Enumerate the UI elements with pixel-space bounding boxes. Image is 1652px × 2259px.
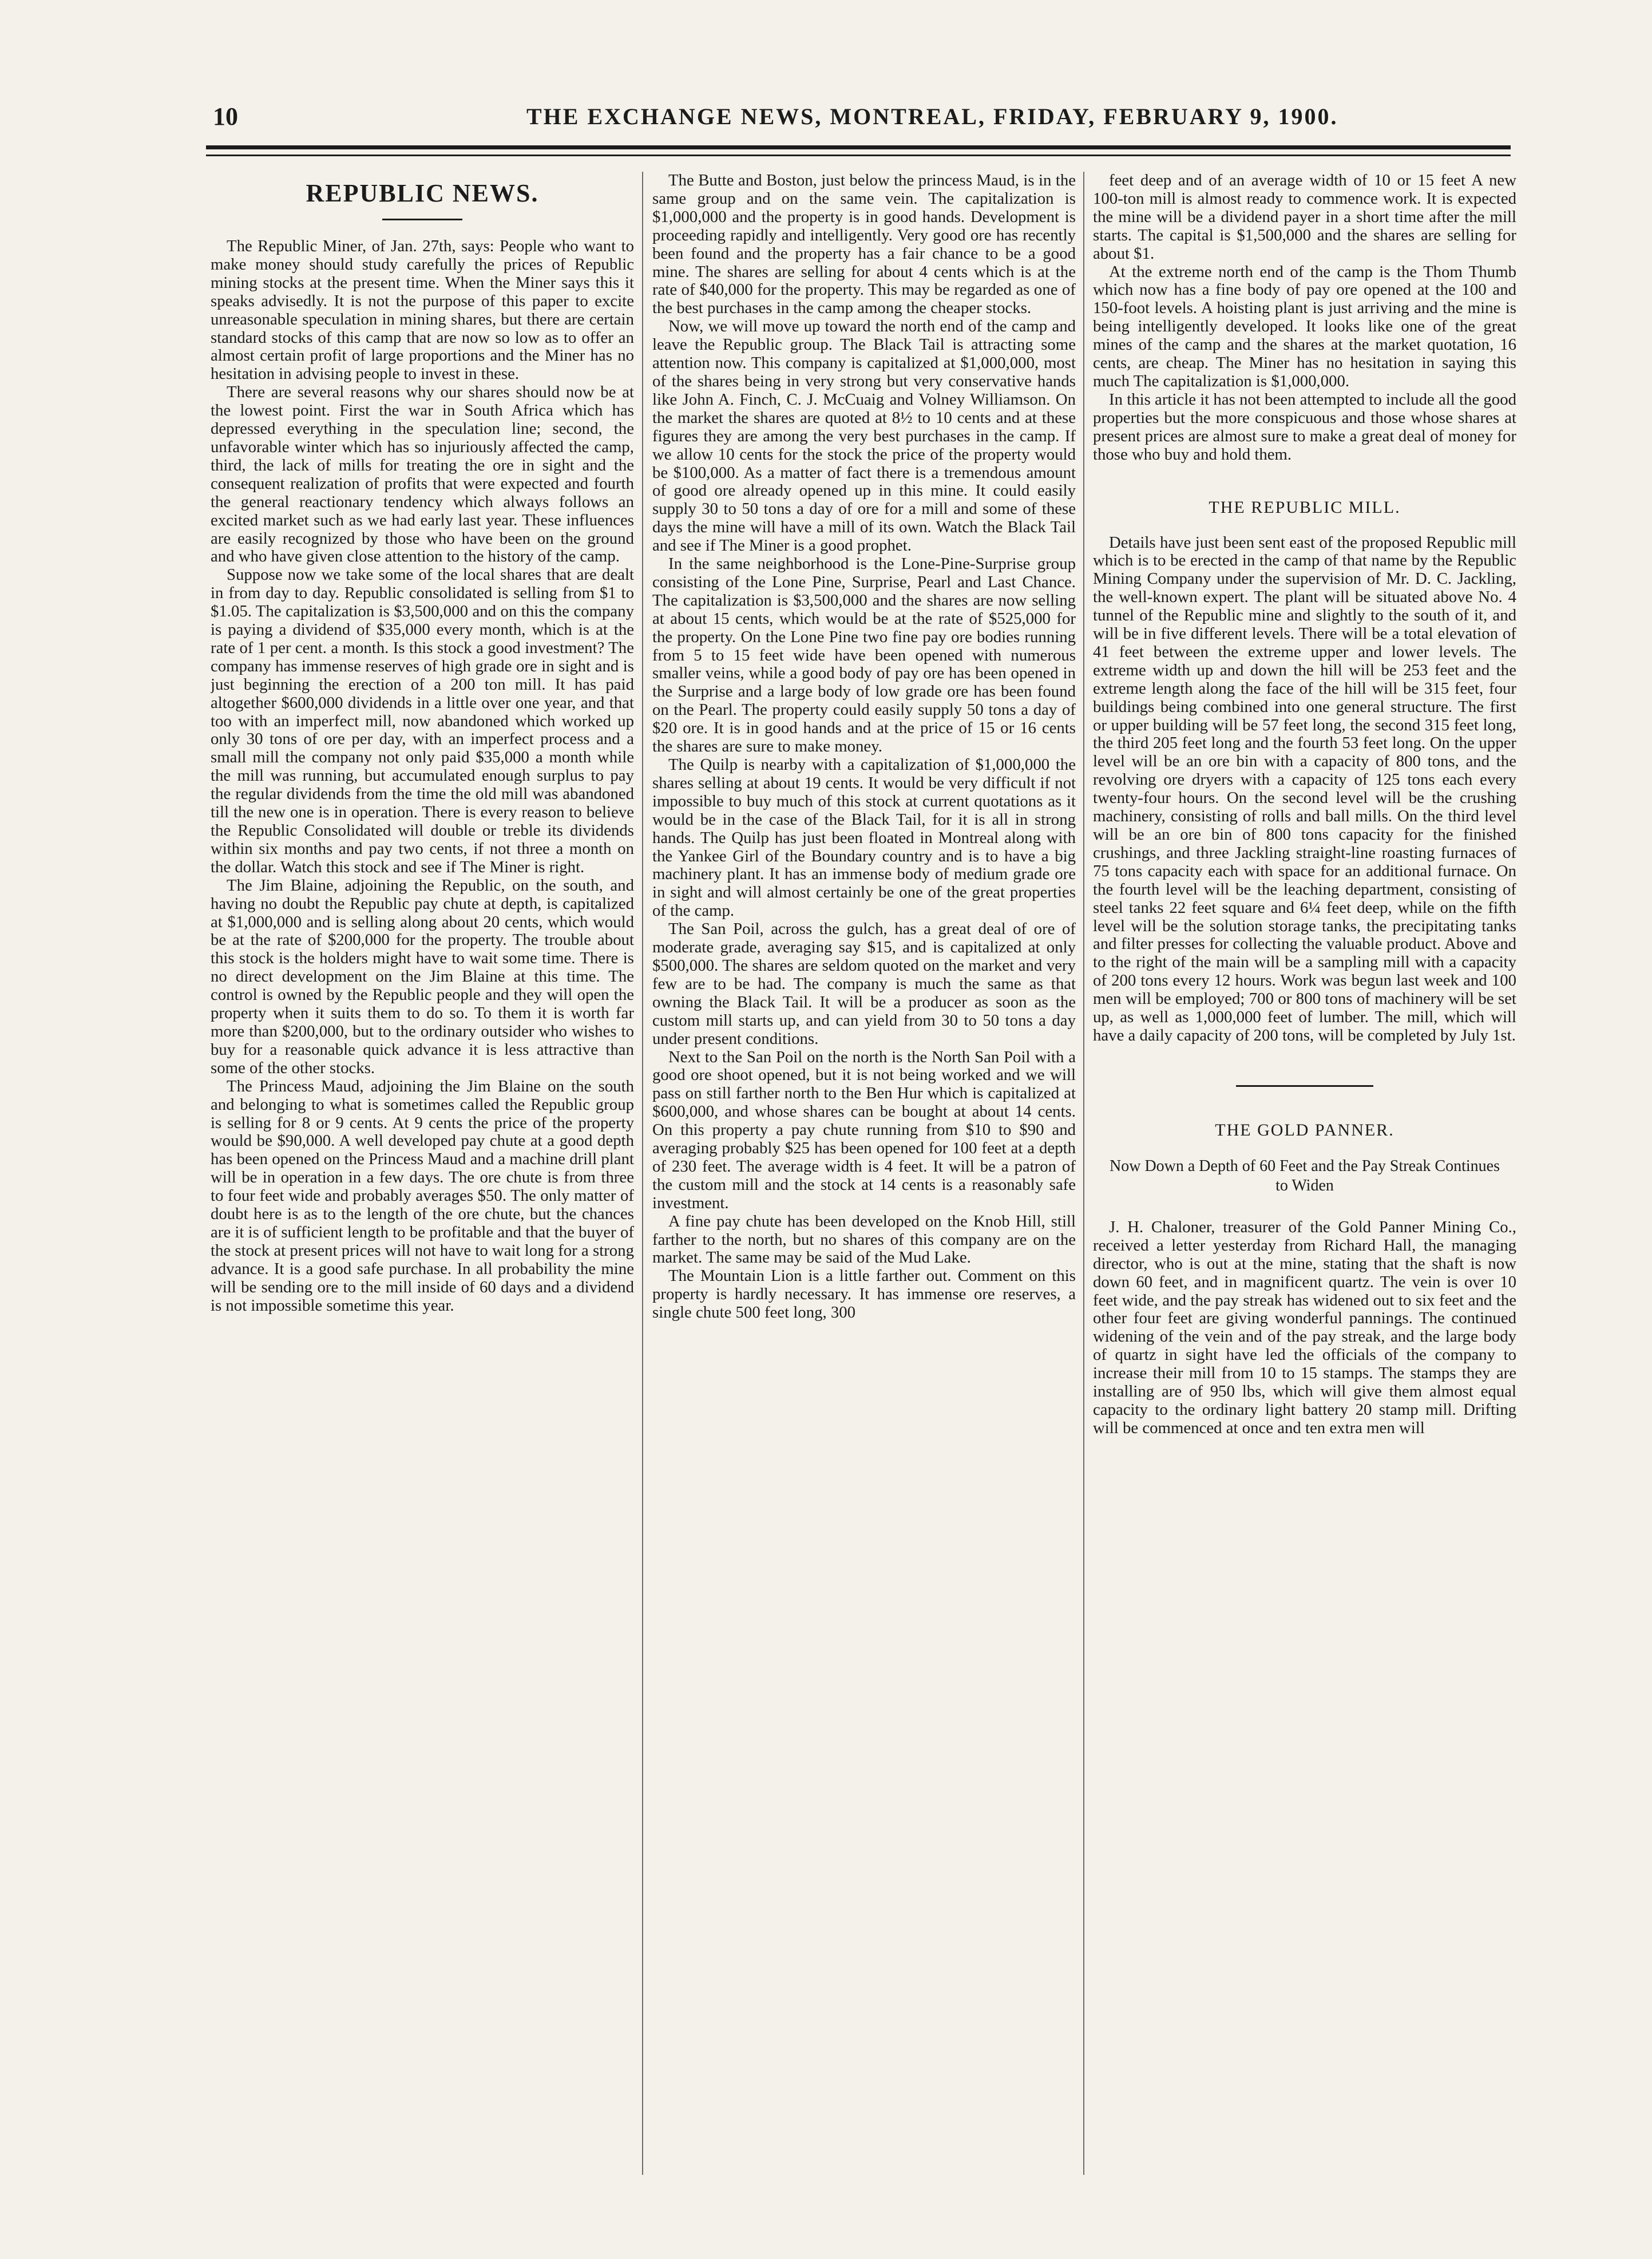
paragraph: The Quilp is nearby with a capitalization of $1,000,000 the shares selling at about 19 cents. It would be very difficult if not impossible to buy much of this stock at current quotations as it would be in the case of the Black Tail, for it is all in strong hands. The Quilp has just been floated in Montreal along with the Yankee Girl of the Boundary country and is to have a big machinery plant. It has an immense body of medium grade ore in sight and will almost certainly be one of the great properties of the camp. <box>652 755 1076 920</box>
paragraph: A fine pay chute has been developed on the Knob Hill, still farther to the north, but no shares of this company are on the market. The same may be said of the Mud Lake. <box>652 1212 1076 1267</box>
masthead-rule-bottom <box>206 155 1511 156</box>
column-divider <box>1083 172 1084 2175</box>
masthead-rule-top <box>206 145 1511 149</box>
column-2 <box>652 172 1076 2185</box>
running-head: THE EXCHANGE NEWS, MONTREAL, FRIDAY, FEBRUARY 9, 1900. <box>526 104 1338 129</box>
paragraph: The Republic Miner, of Jan. 27th, says: People who want to make money should study carefully the prices of Republic mining stocks at the present time. When the Miner says this it speaks advisedly. It is not the purpose of this paper to excite unreasonable speculation in mining shares, but there are certain standard stocks of this camp that are now so low as to offer an almost certain profit of large proportions and the Miner has no hesitation in advising people to invest in these. <box>211 237 634 383</box>
paragraph: The Butte and Boston, just below the princess Maud, is in the same group and on the same vein. The capitalization is $1,000,000 and the property is in good hands. Development is proceeding rapidly and intelligently. Very good ore has recently been found and the property has a fair chance to be a good mine. The shares are selling for about 4 cents which is at the rate of $40,000 for the property. This may be regarded as one of the best purchases in the camp among the cheaper stocks. <box>652 172 1076 318</box>
page-number: 10 <box>213 102 238 130</box>
paragraph: Now, we will move up toward the north end of the camp and leave the Republic group. The Black Tail is attracting some attention now. This company is capitalized at $1,000,000, most of the shares being in very strong but very conservative hands like John A. Finch, C. J. McCuaig and Volney Williamson. On the market the shares are quoted at 8½ to 10 cents and at these figures they are among the very best purchases in the camp. If we allow 10 cents for the stock the price of the property would be $100,000. As a matter of fact there is a tremendous amount of good ore already opened up in this mine. It could easily supply 30 to 50 tons a day of ore for a mill and some of these days the mine will have a mill of its own. Watch the Black Tail and see if The Miner is a good prophet. <box>652 317 1076 555</box>
paragraph: Suppose now we take some of the local shares that are dealt in from day to day. Republic consolidated is selling from $1 to $1.05. The capitalization is $3,500,000 and on this the company is paying a dividend of $35,000 every month, which is at the rate of 1 per cent. a month. Is this stock a good investment? The company has immense reserves of high grade ore in sight and is just beginning the erection of a 200 ton mill. It has paid altogether $600,000 dividends in a little over one year, and that too with an imperfect mill, now abandoned which worked up only 30 tons of ore per day, with an imperfect process and a small mill the company not only paid $35,000 a month while the mill was running, but accumulated enough surplus to pay the regular dividends from the time the old mill was abandoned till the new one is in operation. There is every reason to believe the Republic Consolidated will double or treble its dividends within six months and pay two cents, if not three a month on the dollar. Watch this stock and see if The Miner is right. <box>211 565 634 876</box>
headline-republic-news: REPUBLIC NEWS. <box>306 179 539 207</box>
headline-republic-mill: THE REPUBLIC MILL. <box>1209 497 1401 517</box>
paragraph: At the extreme north end of the camp is the Thom Thumb which now has a fine body of pay ore opened at the 100 and 150-foot levels. A hoisting plant is just arriving and the mine is being intelligently developed. It looks like one of the great mines of the camp and the shares at the market quotation, 16 cents, are cheap. The Miner has no hesitation in saying this much The capitalization is $1,000,000. <box>1093 262 1516 390</box>
paragraph: feet deep and of an average width of 10 or 15 feet A new 100-ton mill is almost ready to commence work. It is expected the mine will be a dividend payer in a short time after the mill starts. The capital is $1,500,000 and the shares are selling for about $1. <box>1093 172 1516 263</box>
paragraph: The Mountain Lion is a little farther out. Comment on this property is hardly necessary. It has immense ore reserves, a single chute 500 feet long, 300 <box>652 1267 1076 1322</box>
masthead <box>206 102 1511 136</box>
paragraph: J. H. Chaloner, treasurer of the Gold Panner Mining Co., received a letter yesterday from Richard Hall, the managing director, who is out at the mine, stating that the shaft is now down 60 feet, and in magnificent quartz. The vein is over 10 feet wide, and the pay streak has widened out to six feet and the other four feet are giving wonderful pannings. The continued widening of the vein and of the pay streak, and the large body of quartz in sight have led the officials of the company to increase their mill from 10 to 15 stamps. The stamps they are installing are of 950 lbs, which will give them almost equal capacity to the ordinary light battery 20 stamp mill. Drifting will be commenced at once and ten extra men will <box>1093 1217 1516 1437</box>
paragraph: The Princess Maud, adjoining the Jim Blaine on the south and belonging to what is sometimes called the Republic group is selling for 8 or 9 cents. At 9 cents the price of the property would be $90,000. A well developed pay chute at a good depth has been opened on the Princess Maud and a machine drill plant will be in operation in a few days. The ore chute is from three to four feet wide and probably averages $50. The only matter of doubt here is as to the length of the ore chute, but the chances are it is of sufficient length to be profitable and that the buyer of the stock at present prices will not have to wait long for a strong advance. It is a good safe purchase. In all probability the mine will be sending ore to the mill inside of 60 days and a dividend is not impossible sometime this year. <box>211 1077 634 1315</box>
column-3 <box>1093 172 1516 2185</box>
paragraph: The Jim Blaine, adjoining the Republic, on the south, and having no doubt the Republic pay chute at depth, is capitalized at $1,000,000 and is selling along about 20 cents, which would be at the rate of $200,000 for the property. The trouble about this stock is the holders might have to wait some time. There is no direct development on the Jim Blaine at this time. The control is owned by the Republic people and they will open the property when it suits them to do so. To them it is worth far more than $200,000, but to the ordinary outsider who wishes to buy for a reasonable quick advance it is less attractive than some of the other stocks. <box>211 876 634 1077</box>
column-divider <box>642 172 643 2175</box>
section-rule <box>1236 1085 1373 1087</box>
subheadline-gold-panner: Now Down a Depth of 60 Feet and the Pay Streak Continues to Widen <box>1110 1157 1500 1194</box>
paragraph: There are several reasons why our shares should now be at the lowest point. First the war in South Africa which has depressed everything in the speculation line; second, the unfavorable winter which has so injuriously affected the camp, third, the lack of mills for treating the ore in sight and the consequent realization of profits that were expected and fourth the general reactionary tendency which always follows an excited market such as we had early last year. These influences are easily recognized by those who have been on the ground and who have given close attention to the history of the camp. <box>211 383 634 566</box>
paragraph: In the same neighborhood is the Lone-Pine-Surprise group consisting of the Lone Pine, Surprise, Pearl and Last Chance. The capitalization is $3,500,000 and the shares are now selling at about 15 cents, which would be at the rate of $525,000 for the property. On the Lone Pine two fine pay ore bodies running from 5 to 15 feet wide have been opened with numerous smaller veins, while a good body of pay ore has been opened in the Surprise and a large body of low grade ore has been found on the Pearl. The property could easily supply 50 tons a day of $20 ore. It is in good hands and at the price of 15 or 16 cents the shares are sure to make money. <box>652 555 1076 756</box>
paragraph: Details have just been sent east of the proposed Republic mill which is to be erected in the camp of that name by the Republic Mining Company under the supervision of Mr. D. C. Jackling, the well-known expert. The plant will be situated above No. 4 tunnel of the Republic mine and slightly to the south of it, and will be in five different levels. There will be a total elevation of 41 feet between the extreme upper and lower levels. The extreme width up and down the hill will be 253 feet and the extreme length along the face of the hill will be 315 feet, four buildings being combined into one general structure. The first or upper building will be 57 feet long, the second 315 feet long, the third 205 feet long and the fourth 53 feet long. On the upper level will be an ore bin with a capacity of 800 tons, and the revolving ore dryers with a capacity of 125 tons each every twenty-four hours. On the second level will be the crushing machinery, consisting of rolls and ball mills. On the third level will be an ore bin of 800 tons capacity for the finished crushings, and three Jackling straight-line roasting furnaces of 75 tons capacity each with space for an additional furnace. On the fourth level will be the leaching department, consisting of steel tanks 22 feet square and 6¼ feet deep, while on the fifth level will be the solution storage tanks, the precipitating tanks and filter presses for collecting the valuable product. Above and to the right of the main will be a sampling mill with a capacity of 200 tons every 12 hours. Work was begun last week and 100 men will be employed; 700 or 800 tons of machinery will be set up, as well as 1,000,000 feet of lumber. The mill, which will have a daily capacity of 200 tons, will be completed by July 1st. <box>1093 533 1516 1045</box>
headline-gold-panner: THE GOLD PANNER. <box>1215 1120 1395 1140</box>
paragraph: The San Poil, across the gulch, has a great deal of ore of moderate grade, averaging say $15, and is capitalized at only $500,000. The shares are seldom quoted on the market and very few are to be had. The company is much the same as that owning the Black Tail. It will be a producer as soon as the custom mill starts up, and can yield from 30 to 50 tons a day under present conditions. <box>652 920 1076 1048</box>
paragraph: In this article it has not been attempted to include all the good properties but the more conspicuous and those whose shares at present prices are almost sure to make a great deal of money for those who buy and hold them. <box>1093 390 1516 464</box>
headline-rule <box>382 219 462 220</box>
paragraph: Next to the San Poil on the north is the North San Poil with a good ore shoot opened, but it is not being worked and we will pass on still farther north to the Ben Hur which is capitalized at $600,000, and whose shares can be bought at about 14 cents. On this property a pay chute running from $10 to $90 and averaging probably $25 has been opened for 100 feet at a depth of 230 feet. The average width is 4 feet. It will be a patron of the custom mill and the stock at 14 cents is a reasonably safe investment. <box>652 1047 1076 1212</box>
column-1 <box>211 172 634 2185</box>
